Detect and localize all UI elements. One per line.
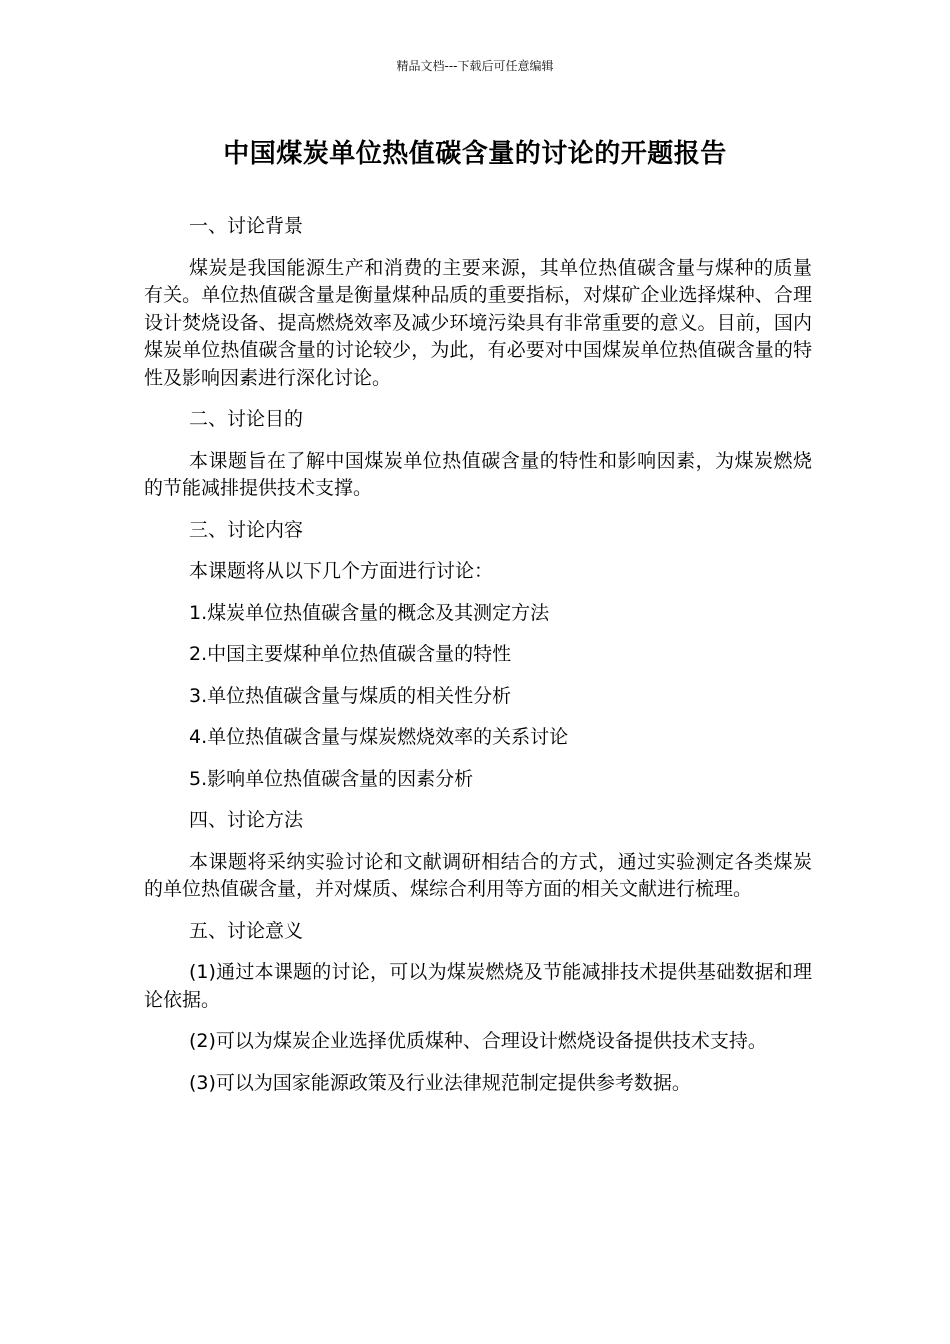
paragraph-significance-2: (2)可以为煤炭企业选择优质煤种、合理设计燃烧设备提供技术支持。: [189, 1030, 767, 1052]
header-note: 精品文档---下载后可任意编辑: [396, 59, 554, 73]
section-heading-background: 一、讨论背景: [189, 215, 304, 237]
list-item: 1.煤炭单位热值碳含量的概念及其测定方法: [189, 601, 550, 624]
section-heading-method: 四、讨论方法: [189, 809, 304, 831]
section-heading-significance: 五、讨论意义: [189, 919, 304, 942]
paragraph-content-intro: 本课题将从以下几个方面进行讨论：: [189, 560, 494, 582]
document-body: [144, 213, 812, 1111]
list-item: 3.单位热值碳含量与煤质的相关性分析: [189, 684, 512, 707]
paragraph-significance-3: (3)可以为国家能源政策及行业法律规范制定提供参考数据。: [189, 1071, 691, 1094]
list-item: 5.影响单位热值碳含量的因素分析: [189, 767, 474, 790]
paragraph-significance-1: (1)通过本课题的讨论，可以为煤炭燃烧及节能减排技术提供基础数据和理论依据。: [144, 961, 812, 1011]
section-heading-purpose: 二、讨论目的: [189, 408, 304, 430]
section-heading-content: 三、讨论内容: [189, 518, 304, 541]
paragraph-background: 煤炭是我国能源生产和消费的主要来源，其单位热值碳含量与煤种的质量有关。单位热值碳含量是衡量煤种品质的重要指标，对煤矿企业选择煤种、合理设计焚烧设备、提高燃烧效率及减少环境污染具有非常重要的意义。目前，国内煤炭单位热值碳含量的讨论较少，为此，有必要对中国煤炭单位热值碳含量的特性及影响因素进行深化讨论。: [144, 256, 812, 389]
list-item: 4.单位热值碳含量与煤炭燃烧效率的关系讨论: [189, 726, 569, 748]
paragraph-method: 本课题将采纳实验讨论和文献调研相结合的方式，通过实验测定各类煤炭的单位热值碳含量，并对煤质、煤综合利用等方面的相关文献进行梳理。: [144, 850, 812, 900]
document-title: 中国煤炭单位热值碳含量的讨论的开题报告: [223, 139, 727, 169]
paragraph-purpose: 本课题旨在了解中国煤炭单位热值碳含量的特性和影响因素，为煤炭燃烧的节能减排提供技术支撑。: [144, 449, 812, 499]
list-item: 2.中国主要煤种单位热值碳含量的特性: [189, 643, 512, 665]
